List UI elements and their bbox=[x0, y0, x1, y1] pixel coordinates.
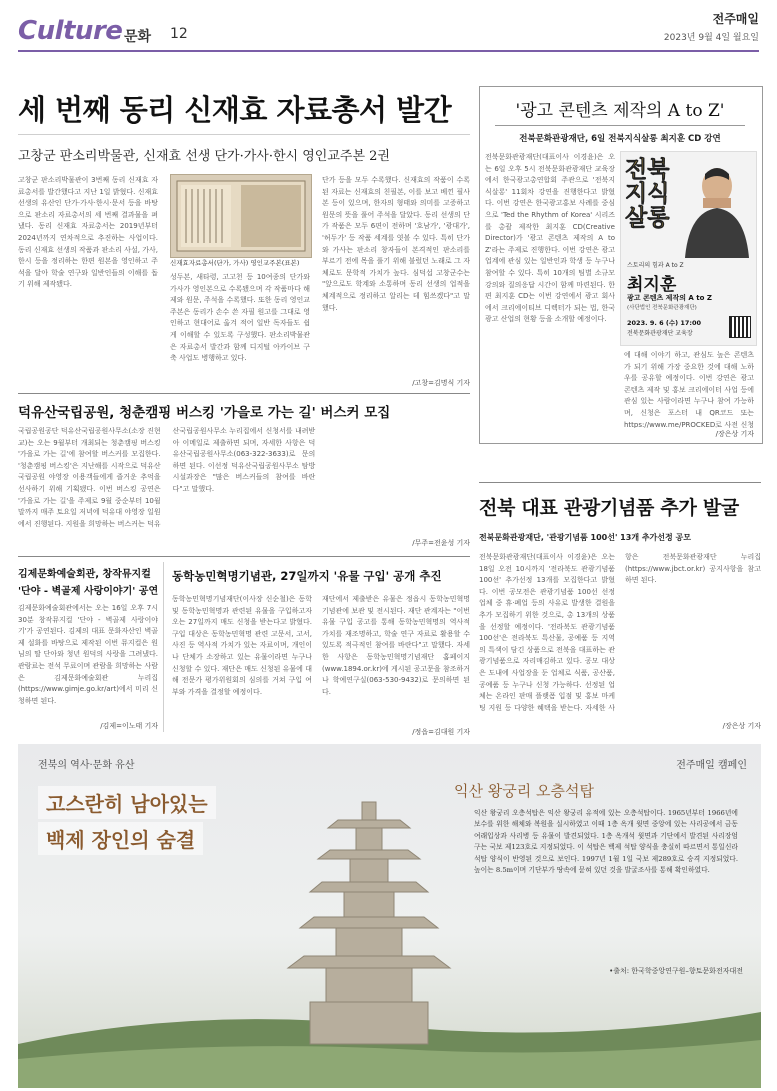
poster-talk-title: 광고 콘텐츠 제작의 A to Z bbox=[627, 294, 712, 302]
main-headline: 세 번째 동리 신재효 자료총서 발간 bbox=[18, 93, 452, 127]
header-divider bbox=[18, 50, 759, 52]
musical-headline-1: 김제문화예술회관, 창작뮤지컬 bbox=[18, 569, 151, 580]
main-text-col1: 고창군 판소리박물관이 3번째 동리 신재효 자료총서를 발간했다고 지난 1일 밝혔다. 신재효 선생의 유산인 단가·가사·한시·문서 등을 바탕으로 판소리 자료총서의 세 번째 결과물을 펴냈다. 동리 신재효 자료총서는 2019년부터 2024년까지 연차적으로 추진하는 사업이다. 동리 신재효 선생의 작품과 판소리 사설, 가사, 한시 등을 정리하는 한편 원본을 영인하고 주석을 달아 학술 연구와 일반인들의 이해를 돕기 위해 제작됐다. bbox=[18, 176, 158, 289]
souvenir-headline: 전북 대표 관광기념품 추가 발굴 bbox=[479, 497, 739, 519]
section-logo: Culture bbox=[18, 16, 123, 46]
column-divider bbox=[163, 562, 164, 732]
main-text-col2: 성두본, 새타령, 고고천 등 10여종의 단가와 가사가 영인본으로 수록됐으며 각 작품마다 해제와 원문, 주석을 수록했다. 또한 동리 영인교주본은 동리가 손수 쓴 자필 원고를 그대로 영인하고 현대어로 옮겨 적어 일반 독자들도 쉽게 이해할 수 있도록 구성했다. 판소리박물관은 자료총서 발간과 함께 디지털 아카이브 구축 사업도 병행하고 있다. bbox=[170, 273, 310, 363]
souvenir-text: 전북문화관광재단(대표이사 이경윤)은 오는 18일 오전 10시까지 '전라북도 관광기념품 100선' 추가선정 13개를 모집한다고 밝혔다. 이번 공모전은 관광기념품 100선 선정 업체 중 휴·폐업 등의 사유로 발생한 결원을 추가 모집하기 위한 것으로, 총 13개의 상품을 선정할 예정이다. '전라북도 관광기념품 100선'은 전라북도 특산물, 공예품 등 지역의 특색이 담긴 상품으로 전북을 대표하는 관광기념품으로 자리매김하고 있다. 공모 대상은 도내에 사업장을 둔 업체로 식품, 공산품, 공예품 등 누구나 신청 가능하다. 선정된 업체는 온라인 판매 플랫폼 입점 및 홍보 마케팅 지원 등 다양한 혜택을 받는다. 자세한 사항은 전북문화관광재단 누리집(https://www.jbct.or.kr) 공지사항을 참고하면 된다. bbox=[479, 553, 761, 712]
poster-talk-sub: (사단법인 전북문화관광재단) bbox=[627, 305, 697, 311]
sidebar-text-right: 에 대해 이야기 하고, 관심도 높은 콘텐츠가 되기 위해 가장 중요한 것에 대해 노하우를 공유할 예정이다. 이번 강연은 광고 콘텐츠 제작 및 홍보 크리에이터 사업 등에 관심 있는 사람이라면 누구나 참여 가능하며, 신청은 포스터 내 QR코드 또는 https://www.me/PROCKED로 사전 신청 bbox=[624, 351, 754, 428]
sidebar-credit: /장은상 기자 bbox=[715, 430, 754, 438]
main-credit: /고창=김명식 기자 bbox=[412, 379, 470, 387]
poster-speaker-name: 최지훈 bbox=[627, 275, 677, 295]
relic-headline: 동학농민혁명기념관, 27일까지 '유물 구입' 공개 추진 bbox=[172, 569, 442, 583]
bus-headline: 덕유산국립공원, 청춘캠핑 버스킹 '가을로 가는 길' 버스커 모집 bbox=[18, 405, 391, 421]
musical-headline-2: '단야 - 벽골제 사랑이야기' 공연 bbox=[18, 586, 159, 597]
newspaper-name: 전주매일 bbox=[712, 12, 759, 26]
sidebar-subheadline: 전북문화관광재단, 6일 전북지식살롱 최지훈 CD 강연 bbox=[519, 134, 721, 144]
heritage-panel bbox=[18, 744, 761, 1088]
main-divider bbox=[18, 134, 470, 135]
page-number: 12 bbox=[170, 26, 188, 42]
heritage-title: 익산 왕궁리 오층석탑 bbox=[454, 782, 594, 800]
musical-credit: /김제=이노태 기자 bbox=[100, 722, 158, 730]
heritage-text: 익산 왕궁리 오층석탑은 익산 왕궁리 유적에 있는 오층석탑이다. 1965년부터 1966년에 보수를 위한 해체와 복원을 실시하였고 이때 1층 옥개 윗면 중앙에 있는 사리공에서 금동여래입상과 사리병 등 유물이 발견되었다. 1층 옥개석 윗면과 기단에서 발견된 사리장엄구는 국보 제123호로 지정되었다. 이 석탑은 백제 석탑 양식을 충실히 따르면서 통일신라 석탑 양식이 반영된 것으로 보인다. 1997년 1월 1일 국보 제289호로 승격 지정되었다. 높이는 8.5m이며 기단부가 땅속에 묻혀 있던 것을 발굴조사를 통해 확인하였다. bbox=[474, 809, 738, 875]
relic-text-left: 동학농민혁명기념재단(이사장 신순철)은 동학 및 동학농민혁명과 관련된 유물을 구입하고자 오는 27일까지 매도 신청을 받는다고 밝혔다. 구입 대상은 동학농민혁명 관련 고문서, 고서, 사진 등 역사적 가치가 있는 자료이며, 개인이나 단체가 소장하고 있는 유물이라면 누구나 신청할 수 있다. 재단은 매도 신청된 유물에 대해 전문가 평가위원회의 심의를 거쳐 구입 여부와 가격을 결정할 예정이다. bbox=[172, 595, 312, 696]
poster-speaker-label: 스토리의 힘과 A to Z bbox=[627, 262, 684, 269]
musical-text: 김제문화예술회관에서는 오는 16일 오후 7시 30분 창작뮤지컬 '단야 - 벽골제 사랑이야기'가 공연된다. 김제의 대표 문화자산인 벽골제 설화를 바탕으로 제작된 이번 뮤지컬은 원님의 딸 단아와 청년 원덕의 사랑을 그려냈다. 관람료는 전석 무료이며 관람을 희망하는 사람은 김제문화예술회관 누리집(https://www.gimje.go.kr/art)에서 미리 신청하면 된다. bbox=[18, 604, 158, 705]
bus-top-divider bbox=[18, 393, 470, 394]
heritage-credit: •출처: 한국학중앙연구원–향토문화전자대전 bbox=[609, 967, 743, 975]
heritage-big-title-2: 백제 장인의 숨결 bbox=[38, 822, 203, 855]
relic-text-right: 재단에서 제출받은 유물은 정읍시 동학농민혁명기념관에 보관 및 전시된다. 재단 관계자는 "이번 유물 구입 공고를 통해 동학농민혁명의 역사적 가치를 재조명하고, 학술 연구 자료로 활용할 수 있도록 적극적인 참여를 바란다"고 말했다. 자세한 사항은 동학농민혁명기념재단 홈페이지(www.1894.or.kr)에 게시된 공고문을 참조하거나 학예연구실(063-530-9432)로 문의하면 된다. bbox=[322, 595, 470, 696]
sidebar-divider bbox=[495, 125, 745, 126]
souvenir-credit: /장은상 기자 bbox=[722, 722, 761, 730]
bus-credit: /무주=전윤성 기자 bbox=[412, 539, 470, 547]
qr-code-icon bbox=[729, 316, 751, 338]
bus-text: 국립공원공단 덕유산국립공원사무소(소장 진현교)는 오는 9월부터 개최되는 청춘캠핑 버스킹 '가을로 가는 길'에 참여할 버스커를 모집한다. '청춘캠핑 버스킹'은 지난해를 시작으로 덕유산 국립공원 야영장 이용객들에게 즐거운 추억을 선사하기 위해 기획됐다. 이번 버스킹 공연은 '가을로 가는 길'을 주제로 9월 중순부터 10월 말까지 매주 토요일 저녁에 덕유대 야영장 일원에서 진행된다. 지원을 희망하는 버스커는 덕유산국립공원사무소 누리집에서 신청서를 내려받아 이메일로 제출하면 되며, 자세한 사항은 덕유산국립공원사무소(063-322-3633)로 문의하면 된다. 이선정 덕유산국립공원사무소 탐방시설과장은 "많은 버스커들의 참여를 바란다"고 말했다. bbox=[18, 427, 316, 528]
heritage-big-title-1: 고스란히 남아있는 bbox=[38, 786, 216, 819]
speaker-photo bbox=[679, 160, 753, 258]
manuscript-photo bbox=[170, 174, 312, 258]
souvenir-subheadline: 전북문화관광재단, '관광기념품 100선' 13개 추가선정 공모 bbox=[479, 533, 691, 542]
sidebar-headline: '광고 콘텐츠 제작의 A to Z' bbox=[515, 101, 725, 121]
souvenir-top-divider bbox=[479, 482, 761, 483]
poster-venue: 전북문화관광재단 교육장 bbox=[627, 330, 693, 337]
sidebar-text-left: 전북문화관광재단(대표이사 이경윤)은 오는 6일 오후 5시 전북문화관광재단 교육장에서 한국광고총연합회 주관으로 '전북지식살롱' 11회차 강연을 진행한다고 밝혔다. 이번 강연은 한국광고홍보 사례를 중심으로 'Ted the Rhythm of Korea' 시리즈를 총괄 제작한 최지훈 CD(Creative Director)가 '광고 콘텐츠 제작의 A to Z'라는 주제로 진행한다. 이번 강연은 광고 업계에 관심 있는 일반인과 학생 등 누구나 참여할 수 있다. 특히 10개의 팀별 소규모 강의와 질의응답 시간이 함께 마련된다. 한편 최지훈 CD는 이번 강연에서 광고 회사에서 크리에이티브 디렉터가 되는 법, 한국 광고 산업의 현황 등을 소개할 예정이다. bbox=[485, 153, 615, 324]
event-poster bbox=[620, 151, 757, 346]
heritage-campaign-label: 전주매일 캠페인 bbox=[676, 760, 747, 771]
relic-credit: /정읍=김대원 기자 bbox=[412, 728, 470, 736]
poster-event-date: 2023. 9. 6 (수) 17:00 bbox=[627, 319, 702, 327]
lower-divider bbox=[18, 556, 470, 557]
section-label: 문화 bbox=[124, 29, 152, 45]
main-text-col3: 단가 등을 모두 수록했다. 신재효의 작품이 수록된 자료는 신재효의 친필본, 이를 보고 베낀 필사본 등이 있으며, 한자의 형태와 의미를 고증하고 원문의 뜻을 풀어 주석을 달았다. 동리 선생의 단가 작품은 모두 6편이 전하며 '호남가', '광대가', '허두가' 등 작품 세계를 엿볼 수 있다. 특히 단가와 가사는 판소리 창자들이 본격적인 판소리를 부르기 전에 목을 풀기 위해 불렀던 노래로 그 자체로도 문학적 가치가 높다. 심덕섭 고창군수는 "앞으로도 학계와 소통하며 동리 선생의 업적을 체계적으로 정리하고 알리는 데 힘쓰겠다"고 말했다. bbox=[322, 176, 470, 312]
photo-caption: 신재효자료총서(단가, 가사) 영인교주본(표본) bbox=[170, 259, 300, 267]
poster-title: 전북 지식 살롱 bbox=[625, 157, 670, 231]
issue-date: 2023년 9월 4일 월요일 bbox=[663, 33, 759, 43]
heritage-series-label: 전북의 역사·문화 유산 bbox=[38, 760, 135, 771]
main-subheadline: 고창군 판소리박물관, 신재효 선생 단가·가사·한시 영인교주본 2권 bbox=[18, 149, 390, 164]
